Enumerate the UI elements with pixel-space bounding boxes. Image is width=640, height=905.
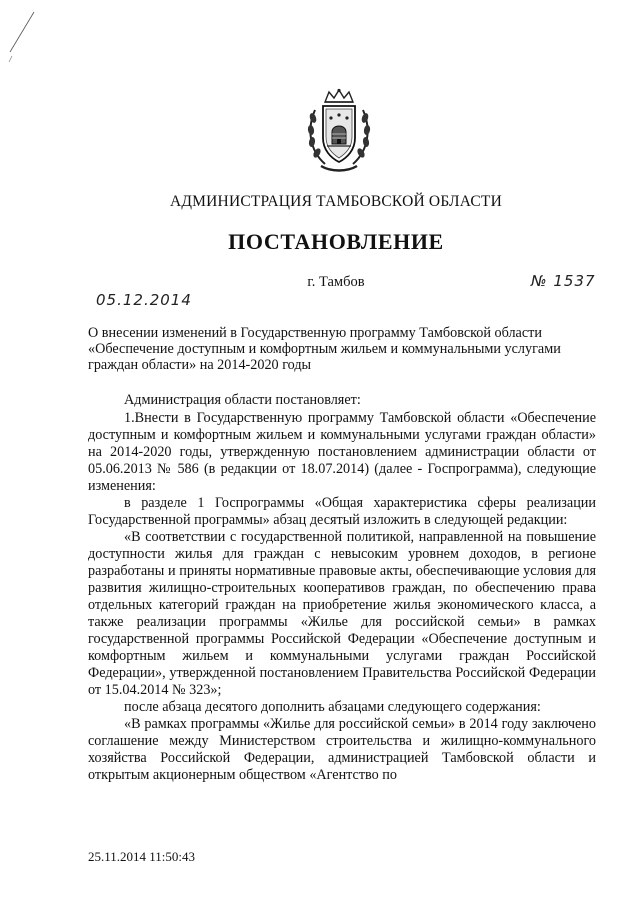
city-label: г. Тамбов <box>307 274 365 290</box>
organization-name: АДМИНИСТРАЦИЯ ТАМБОВСКОЙ ОБЛАСТИ <box>170 193 502 210</box>
document-subject: О внесении изменений в Государственную программу Тамбовской области «Обеспечение доступным и комфортным жильем и коммунальными услугами граждан области» на 2014-2020 годы <box>88 325 561 373</box>
paragraph-quote-2: «В рамках программы «Жилье для российской семьи» в 2014 году заключено соглашение между Министерством строительства и жилищно-коммунального хозяйства Российской Федерации, администрацией Тамбовской области и открытым акционерным обществом «Агентство по <box>88 716 596 783</box>
handwritten-date: 05.12.2014 <box>96 291 192 309</box>
pen-mark <box>4 8 40 68</box>
paragraph-item-1: 1.Внести в Государственную программу Тамбовской области «Обеспечение доступным и комфортным жильем и коммунальными услугами граждан области» на 2014-2020 годы, утвержденную постановлением администрации области от 05.06.2013 № 586 (в редакции от 18.07.2014) (далее - Госпрограмма), следующие изменения: <box>88 410 596 494</box>
footer-timestamp: 25.11.2014 11:50:43 <box>88 849 196 864</box>
document-body <box>88 392 596 784</box>
paragraph-after-tenth: после абзаца десятого дополнить абзацами следующего содержания: <box>124 699 541 715</box>
paragraph-resolves: Администрация области постановляет: <box>124 392 361 408</box>
paragraph-quote-1: «В соответствии с государственной политикой, направленной на повышение доступности жилья для граждан с невысоким уровнем доходов, в регионе разработаны и приняты нормативные правовые акты, обеспечивающие условия для развития жилищно-строительных кооперативов граждан, по обеспечению права отдельных категорий граждан на приобретение жилья экономического класса, а также реализации программы «Жилье для российской семьи» в рамках государственной программы Российской Федерации «Обеспечение доступным и комфортным жильем и коммунальными услугами граждан Российской Федерации», утвержденной постановлением Правительства Российской Федерации от 15.04.2014 № 323»; <box>88 529 596 698</box>
coat-of-arms-emblem <box>301 88 377 174</box>
paragraph-section-1: в разделе 1 Госпрограммы «Общая характеристика сферы реализации Государственной программы» абзац десятый изложить в следующей редакции: <box>88 495 596 528</box>
handwritten-number: № 1537 <box>531 272 596 290</box>
document-type-title: ПОСТАНОВЛЕНИЕ <box>228 229 444 254</box>
